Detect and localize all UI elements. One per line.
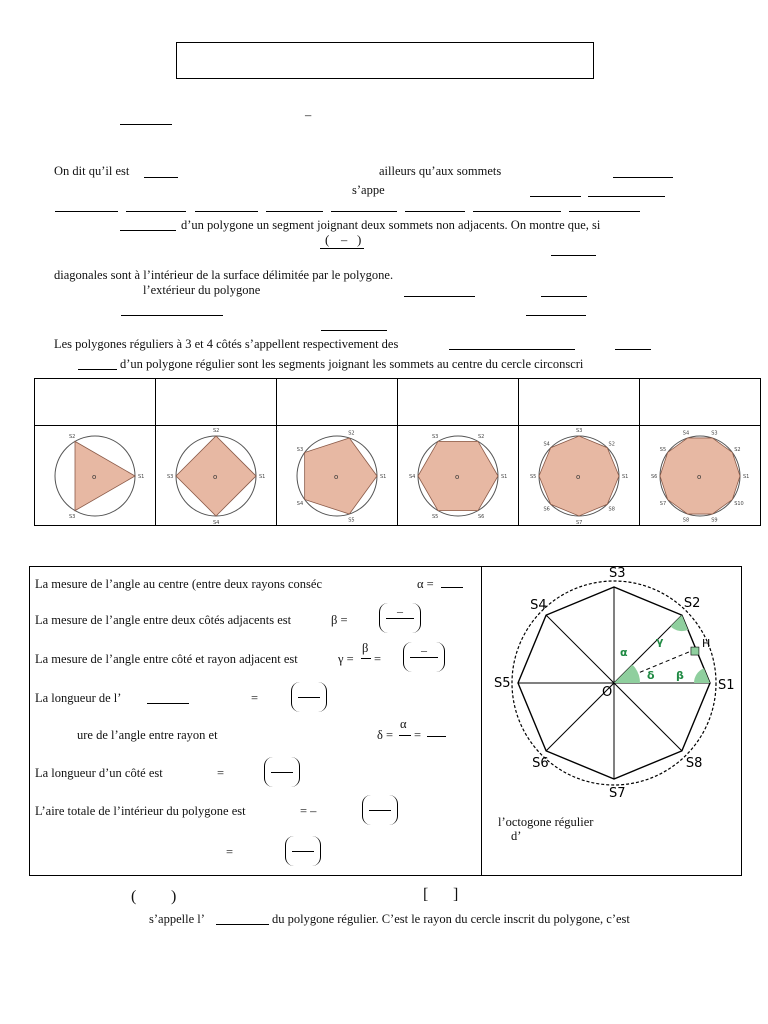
formula-side-radius: La mesure de l’angle entre côté et rayon adjacent est [35,652,298,666]
formula-beta-num: β [362,641,369,655]
polygon-figure [40,430,150,522]
vertex-label: S2 [213,427,220,434]
table-header-cell [519,379,640,426]
polygon-figure [282,430,392,522]
center-label: o [697,472,702,481]
right-angle-mark [691,647,699,655]
vertex-label: S1 [259,473,266,480]
blank-line [427,736,446,737]
vertex-label: S1 [622,473,629,480]
vertex-label: S3 [432,433,439,440]
formula-side-eq: = [217,766,225,780]
octagon-vertex-label: S6 [532,755,549,771]
formula-divider [481,566,482,875]
polygon-cell [640,426,761,526]
para-line6: l’extérieur du polygone [143,283,261,297]
table-header-cell [156,379,277,426]
formula-alpha-sym: α = [417,577,434,591]
octagon-caption: l’octogone régulier [498,815,594,829]
polygon-table [34,378,761,526]
formula-area-eq: = – [300,804,317,818]
blank-line [551,255,596,256]
formula-delta-sym: δ = [377,728,394,742]
blank-line [120,124,172,125]
vertex-label: S6 [543,506,550,513]
table-header-cell [640,379,761,426]
formula-paren [379,603,421,633]
blank-line [321,330,387,331]
title-box [176,42,594,79]
para-line7: Les polygones réguliers à 3 et 4 côtés s’appellent respectivement des [54,337,399,351]
formula-beta-sym: β = [331,613,348,627]
center-label: o [92,472,97,481]
formula-alpha-num: α [400,717,407,731]
blank-line [320,248,364,249]
formula-angle-ray: ure de l’angle entre rayon et [77,728,218,742]
octagon-vertex-label: S4 [530,598,547,614]
vertex-label: S5 [659,446,667,453]
vertex-label: S6 [651,473,658,480]
blank-line [55,211,118,212]
vertex-label: S1 [380,473,387,480]
vertex-label: S10 [734,500,744,507]
polygon-cell [277,426,398,526]
vertex-label: S5 [432,513,439,520]
center-label: o [213,472,218,481]
small-paren-left: ( [325,232,330,247]
blank-line [541,296,587,297]
formula-paren [403,642,445,672]
vertex-label: S4 [543,440,550,447]
blank-line [441,587,463,588]
paren-symbol: – [397,604,403,618]
blank-line [216,924,269,925]
polygon-cell [35,426,156,526]
octagon-vertex-label: S5 [494,676,511,691]
frac-bar [361,658,371,659]
foot-label: H [701,637,711,651]
paren-symbol: – [421,643,427,657]
footer-line-a: s’appelle l’ [149,912,205,926]
table-header-cell [398,379,519,426]
vertex-label: S3 [296,446,304,453]
formula-paren [291,682,327,712]
vertex-label: S4 [296,500,304,507]
vertex-label: S1 [501,473,508,480]
polygon-cell [519,426,640,526]
table-header-cell [35,379,156,426]
vertex-label: S7 [659,500,667,507]
center-label: o [334,472,339,481]
vertex-label: S2 [69,433,76,440]
alpha-wedge [614,665,640,683]
formula-paren [264,757,300,787]
vertex-label: S8 [608,506,615,513]
octagon-vertex-label: S8 [685,755,703,771]
formula-area-eq2: = [226,845,234,859]
footer-paren-right: ) [171,888,177,905]
angle-label: β [676,669,684,682]
vertex-label: S3 [69,513,76,520]
blank-line [569,211,640,212]
formula-adjacent-sides: La mesure de l’angle entre deux côtés adjacents est [35,613,292,627]
frac-bar [399,735,411,736]
polygon-figure [645,430,755,522]
vertex-label: S2 [478,433,485,440]
blank-line [526,315,586,316]
center-label: o [455,472,460,481]
vertex-label: S6 [478,513,485,520]
formula-center-angle: La mesure de l’angle au centre (entre deux rayons conséc [35,577,323,591]
blank-line [613,177,673,178]
center-label: O [602,685,613,700]
blank-line [405,211,465,212]
blank-line [195,211,258,212]
footer-line-b: du polygone régulier. C’est le rayon du cercle inscrit du polygone, c’est [272,912,630,926]
polygon-shape [305,437,377,513]
angle-label: γ [655,635,664,649]
formula-paren [362,795,398,825]
blank-line [449,349,575,350]
formula-gamma-eq: = [374,652,382,666]
vertex-label: S1 [138,473,145,480]
octagon-vertex-label: S3 [609,566,626,581]
footer-bracket-right: ] [453,886,459,903]
vertex-label: S2 [608,440,615,447]
polygon-figure [403,430,513,522]
formula-paren [285,836,321,866]
blank-line [144,177,178,178]
para-line2: s’appe [352,183,385,197]
octagon-vertex-label: S7 [609,786,626,801]
para-line8: d’un polygone régulier sont les segments joignant les sommets au centre du cercle circonscri [120,357,584,371]
blank-line [473,211,561,212]
formula-length-eq: = [251,691,259,705]
table-header-cell [277,379,398,426]
vertex-label: S4 [682,429,690,436]
vertex-label: S4 [213,519,220,526]
polygon-shape [75,441,135,510]
header-dash: – [305,108,312,122]
blank-line [404,296,475,297]
formula-length-label: La longueur de l’ [35,691,122,705]
blank-line [120,230,176,231]
footer-paren-left: ( [131,888,137,905]
vertex-label: S8 [682,517,690,524]
angle-label: δ [647,669,655,682]
angle-label: α [620,646,628,659]
para-line1b: ailleurs qu’aux sommets [379,164,502,178]
blank-line [147,703,189,704]
blank-line [266,211,323,212]
vertex-label: S2 [734,446,741,453]
formula-gamma-sym: γ = [338,652,354,666]
small-frac-dash: – [341,233,348,247]
para-line5: diagonales sont à l’intérieur de la surface délimitée par le polygone. [54,268,394,282]
formula-delta-eq: = [414,728,422,742]
polygon-cell [398,426,519,526]
blank-line [78,369,117,370]
vertex-label: S1 [743,473,750,480]
footer-bracket-left: [ [423,886,429,903]
formula-area: L’aire totale de l’intérieur du polygone est [35,804,246,818]
formula-side-length: La longueur d’un côté est [35,766,163,780]
vertex-label: S7 [576,519,583,526]
blank-line [126,211,186,212]
vertex-label: S4 [409,473,416,480]
blank-line [530,196,581,197]
para-line1a: On dit qu’il est [54,164,130,178]
blank-line [615,349,651,350]
octagon-vertex-label: S1 [718,678,735,693]
polygon-figure [161,427,271,526]
blank-line [588,196,665,197]
octagon-caption-2: d’ [511,829,522,843]
vertex-label: S3 [167,473,174,480]
octagon-vertex-label: S2 [683,596,701,612]
vertex-label: S9 [711,517,718,524]
vertex-label: S5 [348,517,355,524]
vertex-label: S3 [576,427,583,434]
polygon-cell [156,426,277,526]
octagon-diagram [484,568,738,808]
vertex-label: S5 [530,473,537,480]
polygon-figure [524,427,634,526]
small-paren-right: ) [357,232,362,247]
vertex-label: S3 [711,429,718,436]
blank-line [121,315,223,316]
para-line4: d’un polygone un segment joignant deux sommets non adjacents. On montre que, si [181,218,601,232]
blank-line [331,211,397,212]
vertex-label: S2 [348,429,355,436]
center-label: o [576,472,581,481]
